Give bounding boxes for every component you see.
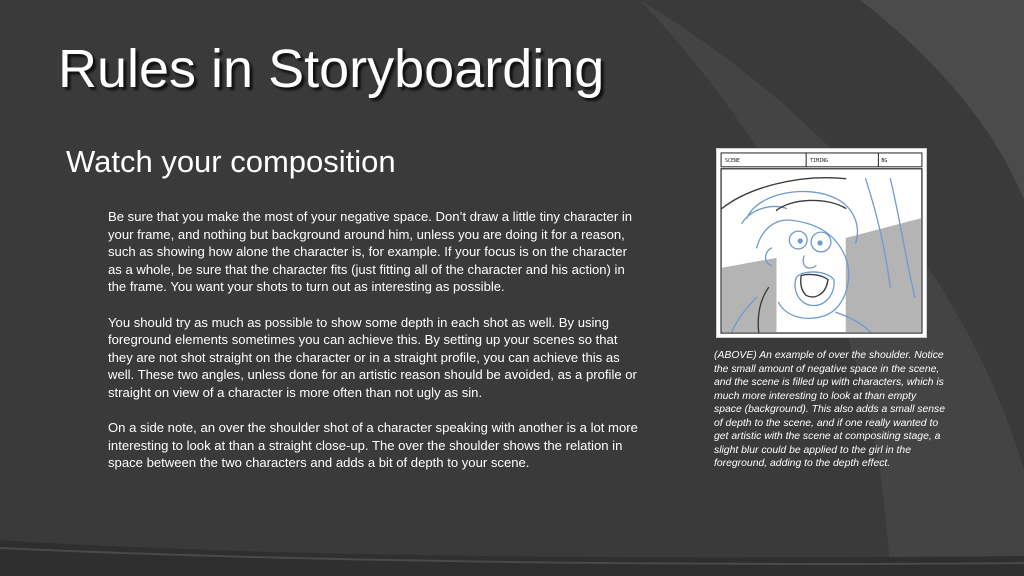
paragraph-negative-space: Be sure that you make the most of your negative space. Don’t draw a little tiny character in your frame, and nothing but background around him, unless you are doing it for a reason, such as showing how alone the character is, for example. If your focus is on the character as a whole, be sure that the character fits (just fitting all of the character and his action) in the frame. You want your shots to turn out as interesting as possible.: [108, 209, 633, 295]
header-label-timing: TIMING: [810, 157, 828, 164]
header-label-scene: SCENE: [725, 157, 740, 164]
slide-subtitle: Watch your composition: [66, 144, 396, 179]
image-caption: [714, 349, 946, 471]
slide-title: Rules in Storyboarding: [58, 39, 605, 99]
caption-text: (ABOVE) An example of over the shoulder. Notice the small amount of negative space in the scene, and the scene is filled up with characters, which is much more interesting to look at than empty space (background). This also adds a small sense of depth to the scene, and if one really wanted to get artistic with the scene at compositing stage, a slight blur could be applied to the girl in the foreground, adding to the depth effect.: [714, 350, 946, 469]
header-label-bg: BG: [881, 157, 888, 164]
storyboard-image: [716, 148, 927, 338]
body-text: [108, 208, 640, 490]
paragraph-over-the-shoulder: On a side note, an over the shoulder shot of a character speaking with another is a lot more interesting to look at than a straight close-up. The over the shoulder shows the relation in space between the two characters and adds a bit of depth to your scene.: [108, 420, 638, 471]
paragraph-depth: You should try as much as possible to show some depth in each shot as well. By using foreground elements sometimes you can achieve this. By setting up your scenes so that they are not shot straight on the character or in a straight profile, you can achieve this as well. These two angles, unless done for an artistic reason should be avoided, as a profile or straight on view of a character is more often than not ugly as sin.: [108, 314, 637, 400]
storyboard-sketch: [717, 149, 926, 337]
